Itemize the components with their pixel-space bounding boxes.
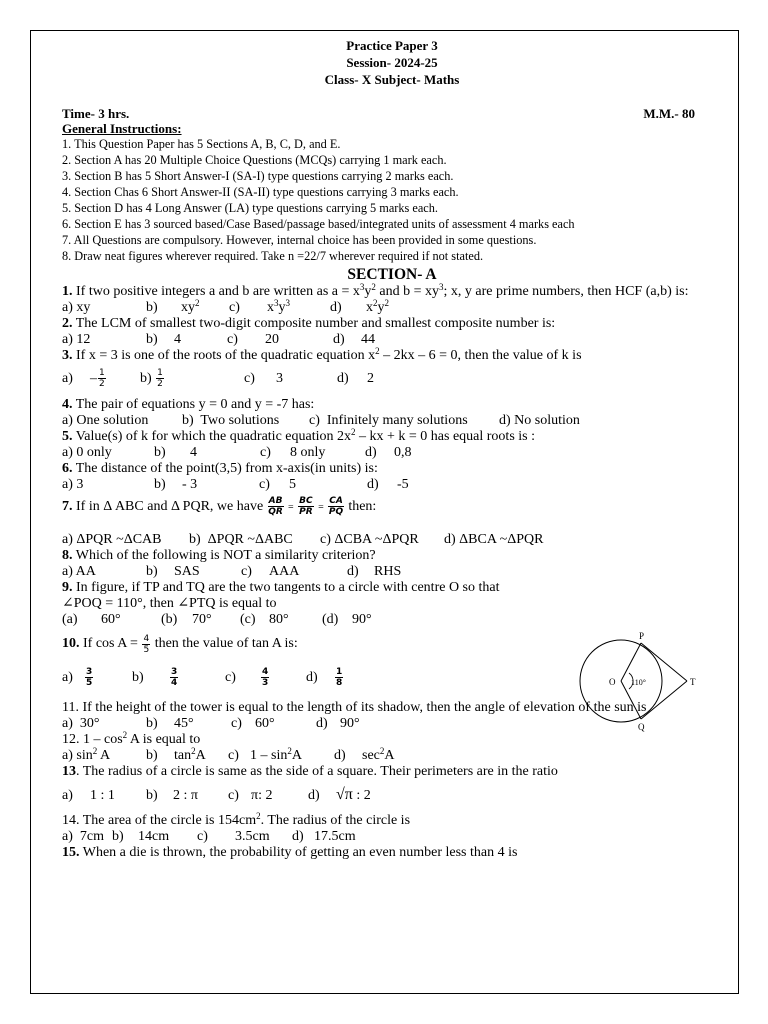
q-number: 13: [62, 764, 76, 779]
option-c: 3: [276, 371, 283, 386]
q-number: 2.: [62, 316, 73, 331]
question-9-line-2: ∠POQ = 110°, then ∠PTQ is equal to: [62, 596, 277, 611]
fraction-bc-pr: $\frac{BC}{PR}$: [299, 496, 313, 518]
option-d: 44: [361, 332, 375, 347]
option-a: a) AA: [62, 564, 96, 579]
option-b: $\tan^2A$: [174, 746, 206, 763]
option-c-label: c): [241, 564, 252, 579]
exponent: 2: [371, 282, 376, 292]
paper-session: Session- 2024-25: [346, 55, 438, 70]
q-text: – 2kx – 6 = 0, then the value of k is: [379, 348, 582, 363]
question-11: 11. If the height of the tower is equal to the length of its shadow, then the angle of elevation of the sun is: [62, 700, 647, 715]
option-b: 4: [190, 445, 197, 460]
general-instructions-heading: General Instructions:: [62, 121, 182, 136]
tangent-tq: [641, 681, 687, 719]
instruction-item: 4. Section Chas 6 Short Answer-II (SA-II) type questions carrying 3 marks each.: [62, 185, 459, 199]
option-c-label: c): [260, 445, 271, 460]
question-12: 12. $1 - \cos^2 A$ is equal to: [62, 730, 201, 747]
exponent: 2: [351, 427, 356, 437]
question-14-options: [62, 829, 722, 845]
question-12-options: [62, 748, 722, 764]
q-text: then:: [344, 499, 377, 514]
option-b: b) ΔPQR ~ΔABC: [189, 532, 293, 547]
option-d: 2: [367, 371, 374, 386]
q-text: A is equal to: [127, 732, 201, 747]
option-a-label: a): [62, 371, 73, 386]
q-text: The LCM of smallest two-digit composite number and smallest composite number is:: [72, 316, 556, 331]
option-d-label: d): [292, 829, 304, 844]
option-a: a) ΔPQR ~ΔCAB: [62, 532, 162, 547]
option-d-label: d): [306, 670, 318, 685]
option-c: c) Infinitely many solutions: [309, 413, 468, 428]
label-p: P: [639, 631, 645, 641]
option-c-label: c): [244, 371, 255, 386]
option-b: $xy^2$: [181, 298, 200, 315]
option-c: $\frac{4}{3}$: [262, 667, 269, 689]
tangent-circle-figure: [579, 627, 729, 737]
fraction-ca-pq: $\frac{CA}{PQ}$: [328, 496, 344, 518]
question-8: [62, 548, 722, 564]
instruction-item: 2. Section A has 20 Multiple Choice Questions (MCQs) carrying 1 mark each.: [62, 153, 447, 167]
max-marks-label: M.M.- 80: [643, 106, 695, 121]
q-text: 14. The area of the circle is 154cm: [62, 813, 257, 828]
option-c: AAA: [269, 564, 300, 579]
question-5-options: [62, 445, 722, 461]
option-a-label: (a): [62, 612, 78, 627]
q-text: then the value of tan A is:: [151, 636, 298, 651]
option-d-label: d): [316, 716, 328, 731]
option-b-label: b): [146, 300, 158, 315]
instruction-item: 1. This Question Paper has 5 Sections A, B, C, D, and E.: [62, 137, 341, 151]
option-b: 70°: [192, 612, 212, 627]
q-number: 1.: [62, 284, 73, 299]
option-c: $1 - \sin^2A$: [250, 746, 302, 763]
option-a: a) 0 only: [62, 445, 112, 460]
option-a: $\frac{3}{5}$: [86, 667, 93, 689]
option-c-label: c): [229, 300, 240, 315]
question-5: [62, 429, 722, 445]
instruction-item: 8. Draw neat figures wherever required. Take n =22/7 wherever required if not stated.: [62, 249, 484, 263]
option-d: -5: [397, 477, 409, 492]
option-d: d) ΔBCA ~ΔPQR: [444, 532, 544, 547]
option-b-label: b): [146, 332, 158, 347]
q-number: 4.: [62, 397, 73, 412]
question-4-options: [62, 413, 722, 429]
question-8-options: [62, 564, 722, 580]
option-c-label: c): [225, 670, 236, 685]
option-c: 8 only: [290, 445, 326, 460]
instruction-item: 3. Section B has 5 Short Answer-I (SA-I) type questions carrying 2 marks each.: [62, 169, 454, 183]
option-d: 90°: [340, 716, 360, 731]
exponent: 3: [359, 282, 365, 292]
question-14: 14. The area of the circle is $154cm^2$. The radius of the circle is: [62, 811, 411, 828]
q-text: . The radius of the circle is: [260, 813, 411, 828]
option-c: 5: [289, 477, 296, 492]
label-t: T: [690, 677, 696, 687]
time-label: Time- 3 hrs.: [62, 106, 130, 121]
q-text: . The radius of a circle is same as the side of a square. Their perimeters are in the ratio: [76, 764, 558, 779]
q-text: If in Δ ABC and Δ PQR, we have: [72, 499, 267, 514]
option-b-label: b): [146, 788, 158, 803]
option-b-label: b): [146, 716, 158, 731]
option-d-label: d): [337, 371, 349, 386]
question-7-options: [62, 532, 722, 548]
option-a-label: a): [62, 788, 73, 803]
option-c: 3.5cm: [235, 829, 270, 844]
fraction-4-5: $\frac{4}{5}$: [143, 634, 150, 655]
option-b-label: (b): [161, 612, 178, 627]
option-b-label: b): [154, 445, 166, 460]
option-c-label: c): [231, 716, 242, 731]
instruction-item: 5. Section D has 4 Long Answer (LA) type questions carrying 5 marks each.: [62, 201, 438, 215]
option-b-label: b): [154, 477, 166, 492]
question-2: [62, 316, 722, 332]
q-text: The distance of the point(3,5) from x-axis(in units) is:: [72, 461, 378, 476]
q-number: 15.: [62, 845, 80, 860]
option-c-label: c): [228, 788, 239, 803]
option-b-label: b): [112, 829, 124, 844]
option-c-label: c): [227, 332, 238, 347]
q-text: 12. 1 – cos: [62, 732, 123, 747]
q-text: – kx + k = 0 has equal roots is :: [355, 429, 535, 444]
option-d-label: d): [330, 300, 342, 315]
option-c-label: c): [228, 748, 239, 763]
time-marks-row: [62, 106, 722, 121]
q-text: If x = 3 is one of the roots of the quadratic equation x: [72, 348, 376, 363]
question-13-options: [62, 780, 722, 811]
question-6: [62, 461, 722, 477]
question-9-options: [62, 612, 722, 628]
option-a: 1 : 1: [90, 788, 115, 803]
option-d-label: d): [347, 564, 359, 579]
option-b: b) Two solutions: [182, 413, 280, 428]
option-b-label: b): [146, 748, 158, 763]
option-a: a) One solution: [62, 413, 149, 428]
option-b: b) $\frac{1}{2}$: [140, 368, 163, 390]
question-3: [62, 348, 722, 364]
option-a-label: a): [62, 670, 73, 685]
option-a: a) 30°: [62, 716, 100, 731]
section-a-title: SECTION- A: [347, 266, 437, 283]
label-q: Q: [638, 722, 645, 732]
option-b: 14cm: [138, 829, 170, 844]
option-d: 17.5cm: [314, 829, 356, 844]
fraction-ab-qr: $\frac{AB}{QR}$: [268, 496, 283, 518]
option-c: 60°: [255, 716, 275, 731]
question-9: [62, 580, 722, 596]
question-paper-page: [30, 30, 739, 994]
option-a: a) 12: [62, 332, 91, 347]
option-c: 80°: [269, 612, 289, 627]
option-c: π: 2: [251, 788, 273, 803]
paper-title: Practice Paper 3: [346, 38, 438, 53]
option-d: d) No solution: [499, 413, 580, 428]
option-b: SAS: [174, 564, 200, 579]
q-text: If two positive integers a and b are written as a = x: [72, 284, 360, 299]
option-d-label: d): [333, 332, 345, 347]
option-d: 90°: [352, 612, 372, 627]
question-1: [62, 284, 722, 300]
q-number: 9.: [62, 580, 73, 595]
q-text: ; x, y are prime numbers, then HCF (a,b) is:: [443, 284, 689, 299]
q-text: The pair of equations y = 0 and y = -7 has:: [72, 397, 315, 412]
q-number: 8.: [62, 548, 73, 563]
option-d: $x^2y^2$: [366, 298, 389, 315]
q-number: 6.: [62, 461, 73, 476]
option-d: RHS: [374, 564, 402, 579]
question-15: [62, 845, 722, 861]
option-d: $\frac{1}{8}$: [336, 667, 343, 689]
question-2-options: [62, 332, 722, 348]
option-c: $x^3y^3$: [267, 298, 290, 315]
q-text: Which of the following is NOT a similarity criterion?: [72, 548, 376, 563]
q-number: 3.: [62, 348, 73, 363]
option-c: c) ΔCBA ~ΔPQR: [320, 532, 419, 547]
exponent: 2: [375, 346, 380, 356]
option-b: 4: [174, 332, 181, 347]
option-a: 60°: [101, 612, 121, 627]
option-d: √π : 2: [336, 786, 371, 803]
option-c-label: (c): [240, 612, 256, 627]
option-b: 45°: [174, 716, 194, 731]
option-b: 2 : π: [173, 788, 198, 803]
instruction-item: 6. Section E has 3 sourced based/Case Based/passage based/integrated units of assessment 4 marks each: [62, 217, 575, 231]
q-text: Value(s) of k for which the quadratic equation 2x: [72, 429, 351, 444]
label-o: O: [609, 677, 616, 687]
instruction-item: 7. All Questions are compulsory. However, internal choice has been provided in some questions.: [62, 233, 537, 247]
q-number: 5.: [62, 429, 73, 444]
option-a: a) 7cm: [62, 829, 104, 844]
q-text: In figure, if TP and TQ are the two tangents to a circle with centre O so that: [72, 580, 500, 595]
option-d-label: (d): [322, 612, 339, 627]
q-number: 10.: [62, 636, 80, 651]
option-a: a) 3: [62, 477, 84, 492]
option-c: 20: [265, 332, 279, 347]
q-text: If cos A =: [79, 636, 142, 651]
question-7: 7. If in Δ ABC and Δ PQR, we have $\frac{AB}{QR}$ = $\frac{BC}{PR}$ = $\frac{CA}{PQ}$ then:: [62, 496, 377, 518]
question-6-options: [62, 477, 722, 493]
label-angle: 110°: [631, 678, 646, 687]
option-d-label: d): [367, 477, 379, 492]
option-b: $\frac{3}{4}$: [171, 667, 178, 689]
option-d: $\sec^2A$: [362, 746, 395, 763]
question-4: [62, 397, 722, 413]
option-d-label: d): [334, 748, 346, 763]
q-text: and b = xy: [375, 284, 440, 299]
option-b-label: b): [146, 564, 158, 579]
q-number: 7.: [62, 499, 73, 514]
option-d: 0,8: [394, 445, 412, 460]
question-1-options: [62, 300, 722, 316]
option-a: – $\frac{1}{2}$: [90, 368, 105, 390]
question-3-options: [62, 364, 722, 394]
option-a: a) xy: [62, 300, 91, 315]
exponent: 3: [439, 282, 444, 292]
q-text: y: [364, 284, 372, 299]
q-text: When a die is thrown, the probability of getting an even number less than 4 is: [79, 845, 518, 860]
option-b-label: b): [132, 670, 144, 685]
paper-class-subject: Class- X Subject- Maths: [324, 72, 460, 87]
option-d-label: d): [365, 445, 377, 460]
option-c-label: c): [259, 477, 270, 492]
option-b: - 3: [182, 477, 198, 492]
question-13: [62, 764, 722, 780]
option-a: a) $\sin^2 A$: [62, 746, 111, 763]
tangent-tp: [641, 643, 687, 681]
paper-content: [62, 37, 722, 861]
option-c-label: c): [197, 829, 208, 844]
option-d-label: d): [308, 788, 320, 803]
